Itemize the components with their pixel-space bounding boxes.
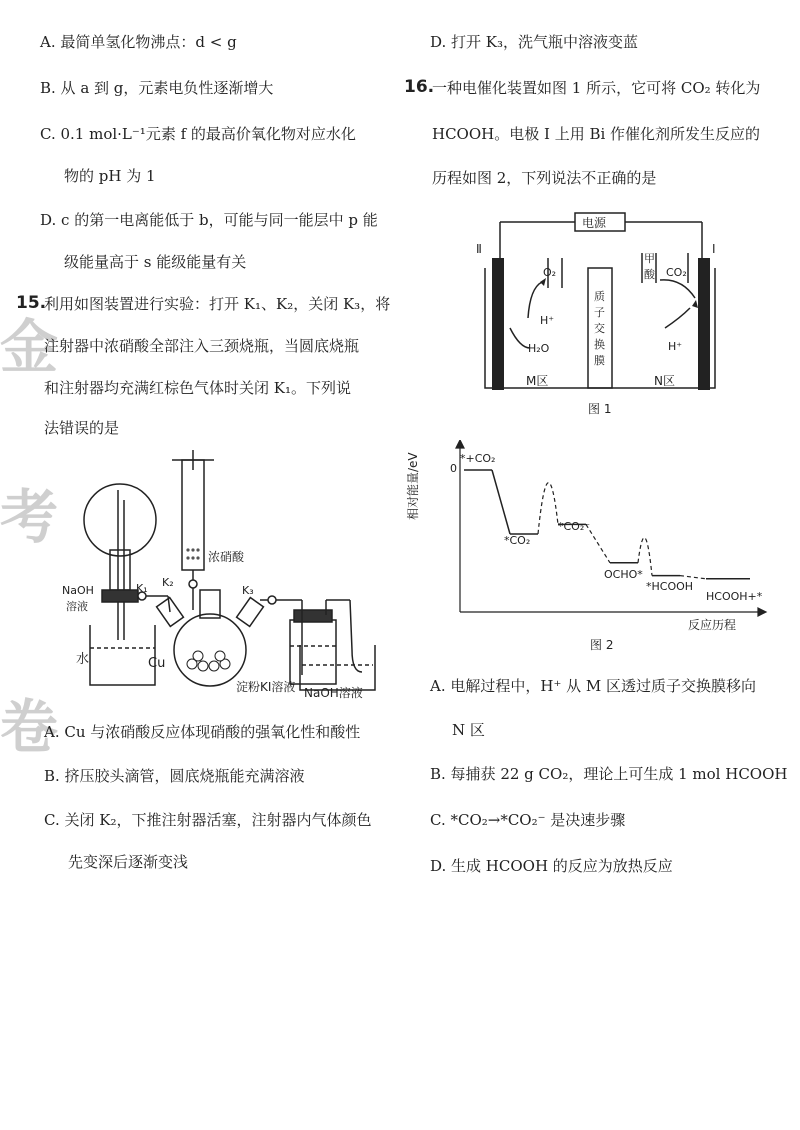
fig2-x-label: 反应历程 xyxy=(688,618,737,632)
fig1-electrode-i: Ⅰ xyxy=(712,242,716,256)
label-cu: Cu xyxy=(148,656,166,671)
fig1-h2o: H₂O xyxy=(528,342,550,355)
fig2-y-label: 相对能量/eV xyxy=(406,452,420,520)
fig1-formic-1: 甲 xyxy=(644,252,655,265)
q16-option-d: D. 生成 HCOOH 的反应为放热反应 xyxy=(430,857,673,875)
fig1-membrane-2: 子 xyxy=(594,306,605,319)
fig1-o2: O₂ xyxy=(543,266,557,279)
label-k1: K₁ xyxy=(136,582,148,595)
label-naoh-1: NaOH xyxy=(62,584,94,597)
label-water: 水 xyxy=(76,652,90,667)
q14-option-d-right: D. 打开 K₃，洗气瓶中溶液变蓝 xyxy=(430,33,639,51)
fig1-caption: 图 1 xyxy=(588,402,612,416)
q14-option-a: A. 最简单氢化物沸点：d < g xyxy=(40,33,237,51)
label-naoh-solution: NaOH溶液 xyxy=(304,686,363,700)
q16-stem-1: 一种电催化装置如图 1 所示，它可将 CO₂ 转化为 xyxy=(432,79,761,97)
energy-connector-1 xyxy=(538,483,558,534)
q15-number: 15. xyxy=(16,293,47,313)
q16-option-a-cont: N 区 xyxy=(452,721,485,739)
fig2-ytick-zero: 0 xyxy=(450,462,457,475)
fig2-state-2: *CO₂⁻ xyxy=(558,520,591,533)
q14-option-c-cont: 物的 pH 为 1 xyxy=(64,167,156,185)
fig1-hplus-left: H⁺ xyxy=(540,314,555,327)
q15-stem-4: 法错误的是 xyxy=(44,419,120,437)
q16-option-c: C. *CO₂→*CO₂⁻ 是决速步骤 xyxy=(430,811,626,829)
fig1-co2: CO₂ xyxy=(666,266,687,279)
fig1-membrane-5: 膜 xyxy=(594,354,605,367)
q14-option-d: D. c 的第一电离能低于 b，可能与同一能层中 p 能 xyxy=(40,211,378,229)
label-naoh-2: 溶液 xyxy=(66,600,88,613)
fig2-state-0: *+CO₂ xyxy=(460,452,496,465)
fig1-membrane-1: 质 xyxy=(594,290,605,303)
fig1-membrane-3: 交 xyxy=(594,322,605,335)
q16-number: 16. xyxy=(404,77,435,97)
fig2-state-5: HCOOH+* xyxy=(706,590,763,603)
q14-option-c: C. 0.1 mol·L⁻¹元素 f 的最高价氧化物对应水化 xyxy=(40,125,356,143)
q14-option-b: B. 从 a 到 g，元素电负性逐渐增大 xyxy=(40,79,274,97)
q15-option-c: C. 关闭 K₂，下推注射器活塞，注射器内气体颜色 xyxy=(44,811,372,829)
watermark-char-2: 考 xyxy=(0,483,59,551)
fig2-state-3: OCHO* xyxy=(604,568,643,581)
fig2-energy-profile xyxy=(430,440,770,640)
q16-stem-2: HCOOH。电极 Ⅰ 上用 Bi 作催化剂所发生反应的 xyxy=(432,125,761,143)
fig2-state-4: *HCOOH xyxy=(646,580,694,593)
fig1-formic-2: 酸 xyxy=(644,268,655,281)
q15-stem-2: 注射器中浓硝酸全部注入三颈烧瓶，当圆底烧瓶 xyxy=(44,337,360,355)
watermark-char-3: 卷 xyxy=(0,693,59,761)
energy-connector-4 xyxy=(680,576,706,579)
fig2-caption: 图 2 xyxy=(590,638,614,652)
q15-stem-3: 和注射器均充满红棕色气体时关闭 K₁。下列说 xyxy=(44,379,351,397)
fig1-electrode-ii: Ⅱ xyxy=(476,242,482,256)
label-starch-ki: 淀粉KI溶液 xyxy=(236,680,296,694)
label-k3: K₃ xyxy=(242,584,254,597)
fig1-n-zone: N区 xyxy=(654,374,675,388)
q16-option-b: B. 每捕获 22 g CO₂，理论上可生成 1 mol HCOOH xyxy=(430,765,788,783)
q15-stem-1: 利用如图装置进行实验：打开 K₁、K₂，关闭 K₃，将 xyxy=(44,295,391,313)
fig1-hplus-right: H⁺ xyxy=(668,340,683,353)
fig1-power-label: 电源 xyxy=(582,216,607,230)
energy-connector-0 xyxy=(492,470,510,534)
q16-stem-3: 历程如图 2，下列说法不正确的是 xyxy=(432,169,657,187)
q15-option-c-cont: 先变深后逐渐变浅 xyxy=(68,853,189,871)
fig1-m-zone: M区 xyxy=(526,374,549,388)
q15-option-b: B. 挤压胶头滴管，圆底烧瓶能充满溶液 xyxy=(44,767,305,785)
q15-apparatus-figure xyxy=(40,450,380,700)
q14-option-d-cont: 级能量高于 s 能级能量有关 xyxy=(64,253,247,271)
fig2-state-1: *CO₂ xyxy=(504,534,531,547)
label-k2: K₂ xyxy=(162,576,174,589)
label-conc-nitric-acid: 浓硝酸 xyxy=(208,550,245,564)
watermark-char-1: 金 xyxy=(0,313,59,381)
q16-option-a: A. 电解过程中，H⁺ 从 M 区透过质子交换膜移向 xyxy=(430,677,757,695)
fig1-membrane-4: 换 xyxy=(594,338,605,351)
q15-option-a: A. Cu 与浓硝酸反应体现硝酸的强氧化性和酸性 xyxy=(44,723,361,741)
